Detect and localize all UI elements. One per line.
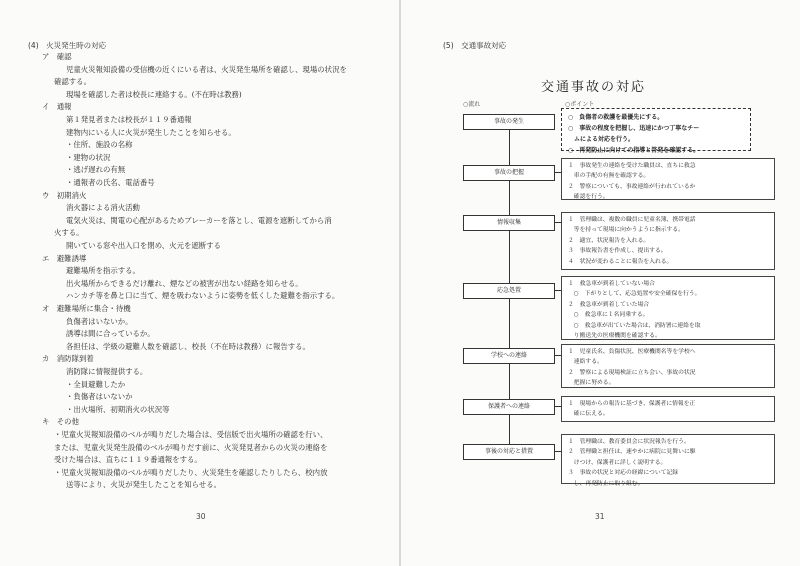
step-note-line: １ 管理職は、教育委員会に状況報告を行う。: [568, 439, 690, 445]
key-point: ○ 事故の程度を把握し、迅速にかつ丁寧なチー: [568, 125, 700, 132]
text-line: 現場を確認した者は校長に連絡する。(不在時は教務): [66, 89, 242, 99]
step-connector: [554, 172, 561, 173]
text-line: ハンカチ等を鼻と口に当て、煙を吸わないように姿勢を低くした避難を指示する。: [66, 291, 340, 301]
flow-step-box: 応急処置: [463, 283, 555, 299]
step-note-line: ○ 救急車に１名同乗する。: [568, 312, 649, 319]
step-note-line: ２ 管理職と担任は、速やかに病院に見舞いに駆: [568, 449, 696, 456]
text-line: 避難場所を指示する。: [66, 266, 140, 276]
step-note-line: １ 児童氏名、負傷状況、医療機関名等を学校へ: [568, 349, 696, 355]
text-line: 第１発見者または校長が１１９番通報: [66, 115, 192, 124]
text-line: 各担任は、学級の避難人数を確認し、校長（不在時は教務）に報告する。: [66, 341, 310, 351]
text-line: または、児童火災発生設備のベルが鳴りだす前に、火災発見者からの火災の連絡を: [54, 442, 328, 452]
step-connector: [554, 451, 561, 452]
text-line: オ 避難場所に集合・待機: [42, 304, 131, 313]
text-line: ・通報者の氏名、電話番号: [66, 178, 155, 187]
step-note-line: ３ 事故の状況と対応の経緯について記録: [568, 470, 679, 477]
flow-step-box: 事故の発生: [463, 114, 555, 130]
step-note-line: り搬送先の医療機関を確認する。: [568, 333, 661, 340]
step-connector: [554, 222, 561, 223]
text-line: ウ 初期消火: [42, 190, 87, 200]
step-note-line: ○ 下がりとして、応急処置や安全確保を行う。: [568, 291, 701, 298]
text-line: ア 確認: [42, 52, 72, 61]
page-number: 31: [595, 512, 605, 521]
step-note-line: し、再発防止に取り組む。: [568, 480, 644, 487]
text-line: 消火器による消火活動: [66, 203, 140, 213]
text-line: ・逃げ遅れの有無: [66, 165, 126, 175]
section-heading-traffic: (5) 交通事故対応: [443, 41, 507, 50]
text-line: ・建物の状況: [66, 152, 111, 162]
step-note-line: ２ 救急車が到着していた場合: [568, 301, 650, 308]
text-line: 出火場所からできるだけ離れ、煙などの被害が出ない経路を知らせる。: [66, 278, 303, 288]
text-line: 受けた場合は、直ちに１１９番通報をする。: [54, 455, 202, 465]
text-line: ・児童火災報知設備のベルが鳴りだしたり、火災発生を確認したりしたら、校内放: [54, 467, 328, 477]
text-line: 開いている窓や出入口を閉め、火元を遮断する: [66, 241, 221, 250]
text-line: ・児童火災報知設備のベルが鳴りだした場合は、受信版で出火場所の確認を行い、: [54, 430, 328, 439]
step-connector: [554, 355, 561, 356]
step-connector: [554, 290, 561, 291]
step-notes-box: [561, 434, 775, 487]
step-note-line: 車の手配の有無を確認する。: [568, 173, 650, 180]
section-heading-fire: (4) 火災発生時の対応: [28, 41, 107, 50]
text-line: 児童火災報知設備の受信機の近くにいる者は、火災発生場所を確認し、現場の状況を: [66, 64, 347, 74]
step-note-line: 把握に努める。: [568, 380, 615, 387]
step-note-line: ２ 警察についても、事故連絡が行われているか: [568, 183, 696, 190]
step-note-line: １ 救急車が到着していない場合: [568, 281, 655, 287]
step-notes-box: [561, 212, 775, 270]
chart-title: 交通事故の対応: [541, 80, 647, 95]
step-note-line: 連絡する。: [568, 359, 603, 366]
flow-step-box: 学校への連絡: [463, 348, 555, 364]
flow-step-box: 事故の把握: [463, 165, 555, 181]
flow-step-box: 情報収集: [463, 215, 555, 231]
step-note-line: 等を持って現場に向かうように指示する。: [568, 227, 684, 234]
text-line: 確認する。: [54, 77, 91, 87]
text-line: 電気火災は、関電の心配があるためブレーカーを落とし、電源を遮断してから消: [66, 215, 332, 225]
step-note-line: ○ 救急車が出ていた場合は、消防署に連絡を取: [568, 322, 701, 329]
flow-step-box: 保護者への連絡: [463, 399, 555, 415]
step-note-line: １ 現場からの報告に基づき、保護者に情報を正: [568, 401, 696, 407]
step-note-line: 確に伝える。: [568, 411, 609, 418]
left-page: [0, 0, 399, 566]
flow-step-box: 事後の対応と措置: [463, 444, 555, 460]
step-note-line: ２ 警察による現場検証に立ち会い、事故の状況: [568, 369, 696, 376]
step-note-line: １ 事故発生の連絡を受けた職員は、直ちに救急: [568, 163, 696, 169]
step-note-line: ２ 適宜、状況報告を入れる。: [568, 237, 650, 244]
text-line: 送等により、火災が発生したことを知らせる。: [66, 480, 221, 490]
step-connector: [554, 406, 561, 407]
step-notes-box: [561, 344, 775, 388]
text-line: 建物内にいる人に火災が発生したことを知らせる。: [66, 127, 236, 137]
text-line: カ 消防隊到着: [42, 354, 94, 364]
text-line: ・負傷者はいないか: [66, 392, 133, 402]
point-label: ○ポイント: [565, 101, 595, 108]
step-note-line: ４ 状況が変わることに報告を入れる。: [568, 258, 673, 265]
text-line: キ その他: [42, 417, 79, 427]
text-line: 誘導は間に合っているか。: [66, 329, 155, 339]
text-line: 負傷者はいないか。: [66, 316, 133, 326]
text-line: ・住所、施設の名称: [66, 140, 133, 150]
text-line: エ 避難誘導: [42, 253, 87, 263]
key-point: ○ 再発防止に向けての指導と啓発を確認する。: [568, 147, 700, 154]
key-point: ムによる対応を行う。: [568, 136, 635, 143]
text-line: ・全員避難したか: [66, 379, 126, 389]
flow-label: ○流れ: [463, 101, 481, 108]
right-page: [401, 0, 800, 566]
text-line: イ 通報: [42, 102, 72, 112]
key-point: ○ 負傷者の救護を最優先にする。: [568, 114, 664, 121]
page-number: 30: [196, 512, 206, 521]
step-note-line: 確認を行う。: [568, 194, 609, 201]
step-note-line: １ 管理職は、複数の職員に児童名簿、携帯電話: [568, 217, 696, 223]
text-line: ・出火場所、初期消火の状況等: [66, 404, 170, 414]
step-notes-box: [561, 158, 775, 200]
step-note-line: ３ 事故報告書を作成し、提出する。: [568, 248, 667, 255]
step-notes-box: [561, 276, 775, 340]
key-points-box: [561, 108, 751, 154]
step-notes-box: [561, 396, 775, 422]
step-note-line: けつけ、保護者に詳しく説明する。: [568, 459, 667, 466]
text-line: 消防隊に情報提供する。: [66, 367, 148, 376]
text-line: 火する。: [54, 228, 84, 238]
